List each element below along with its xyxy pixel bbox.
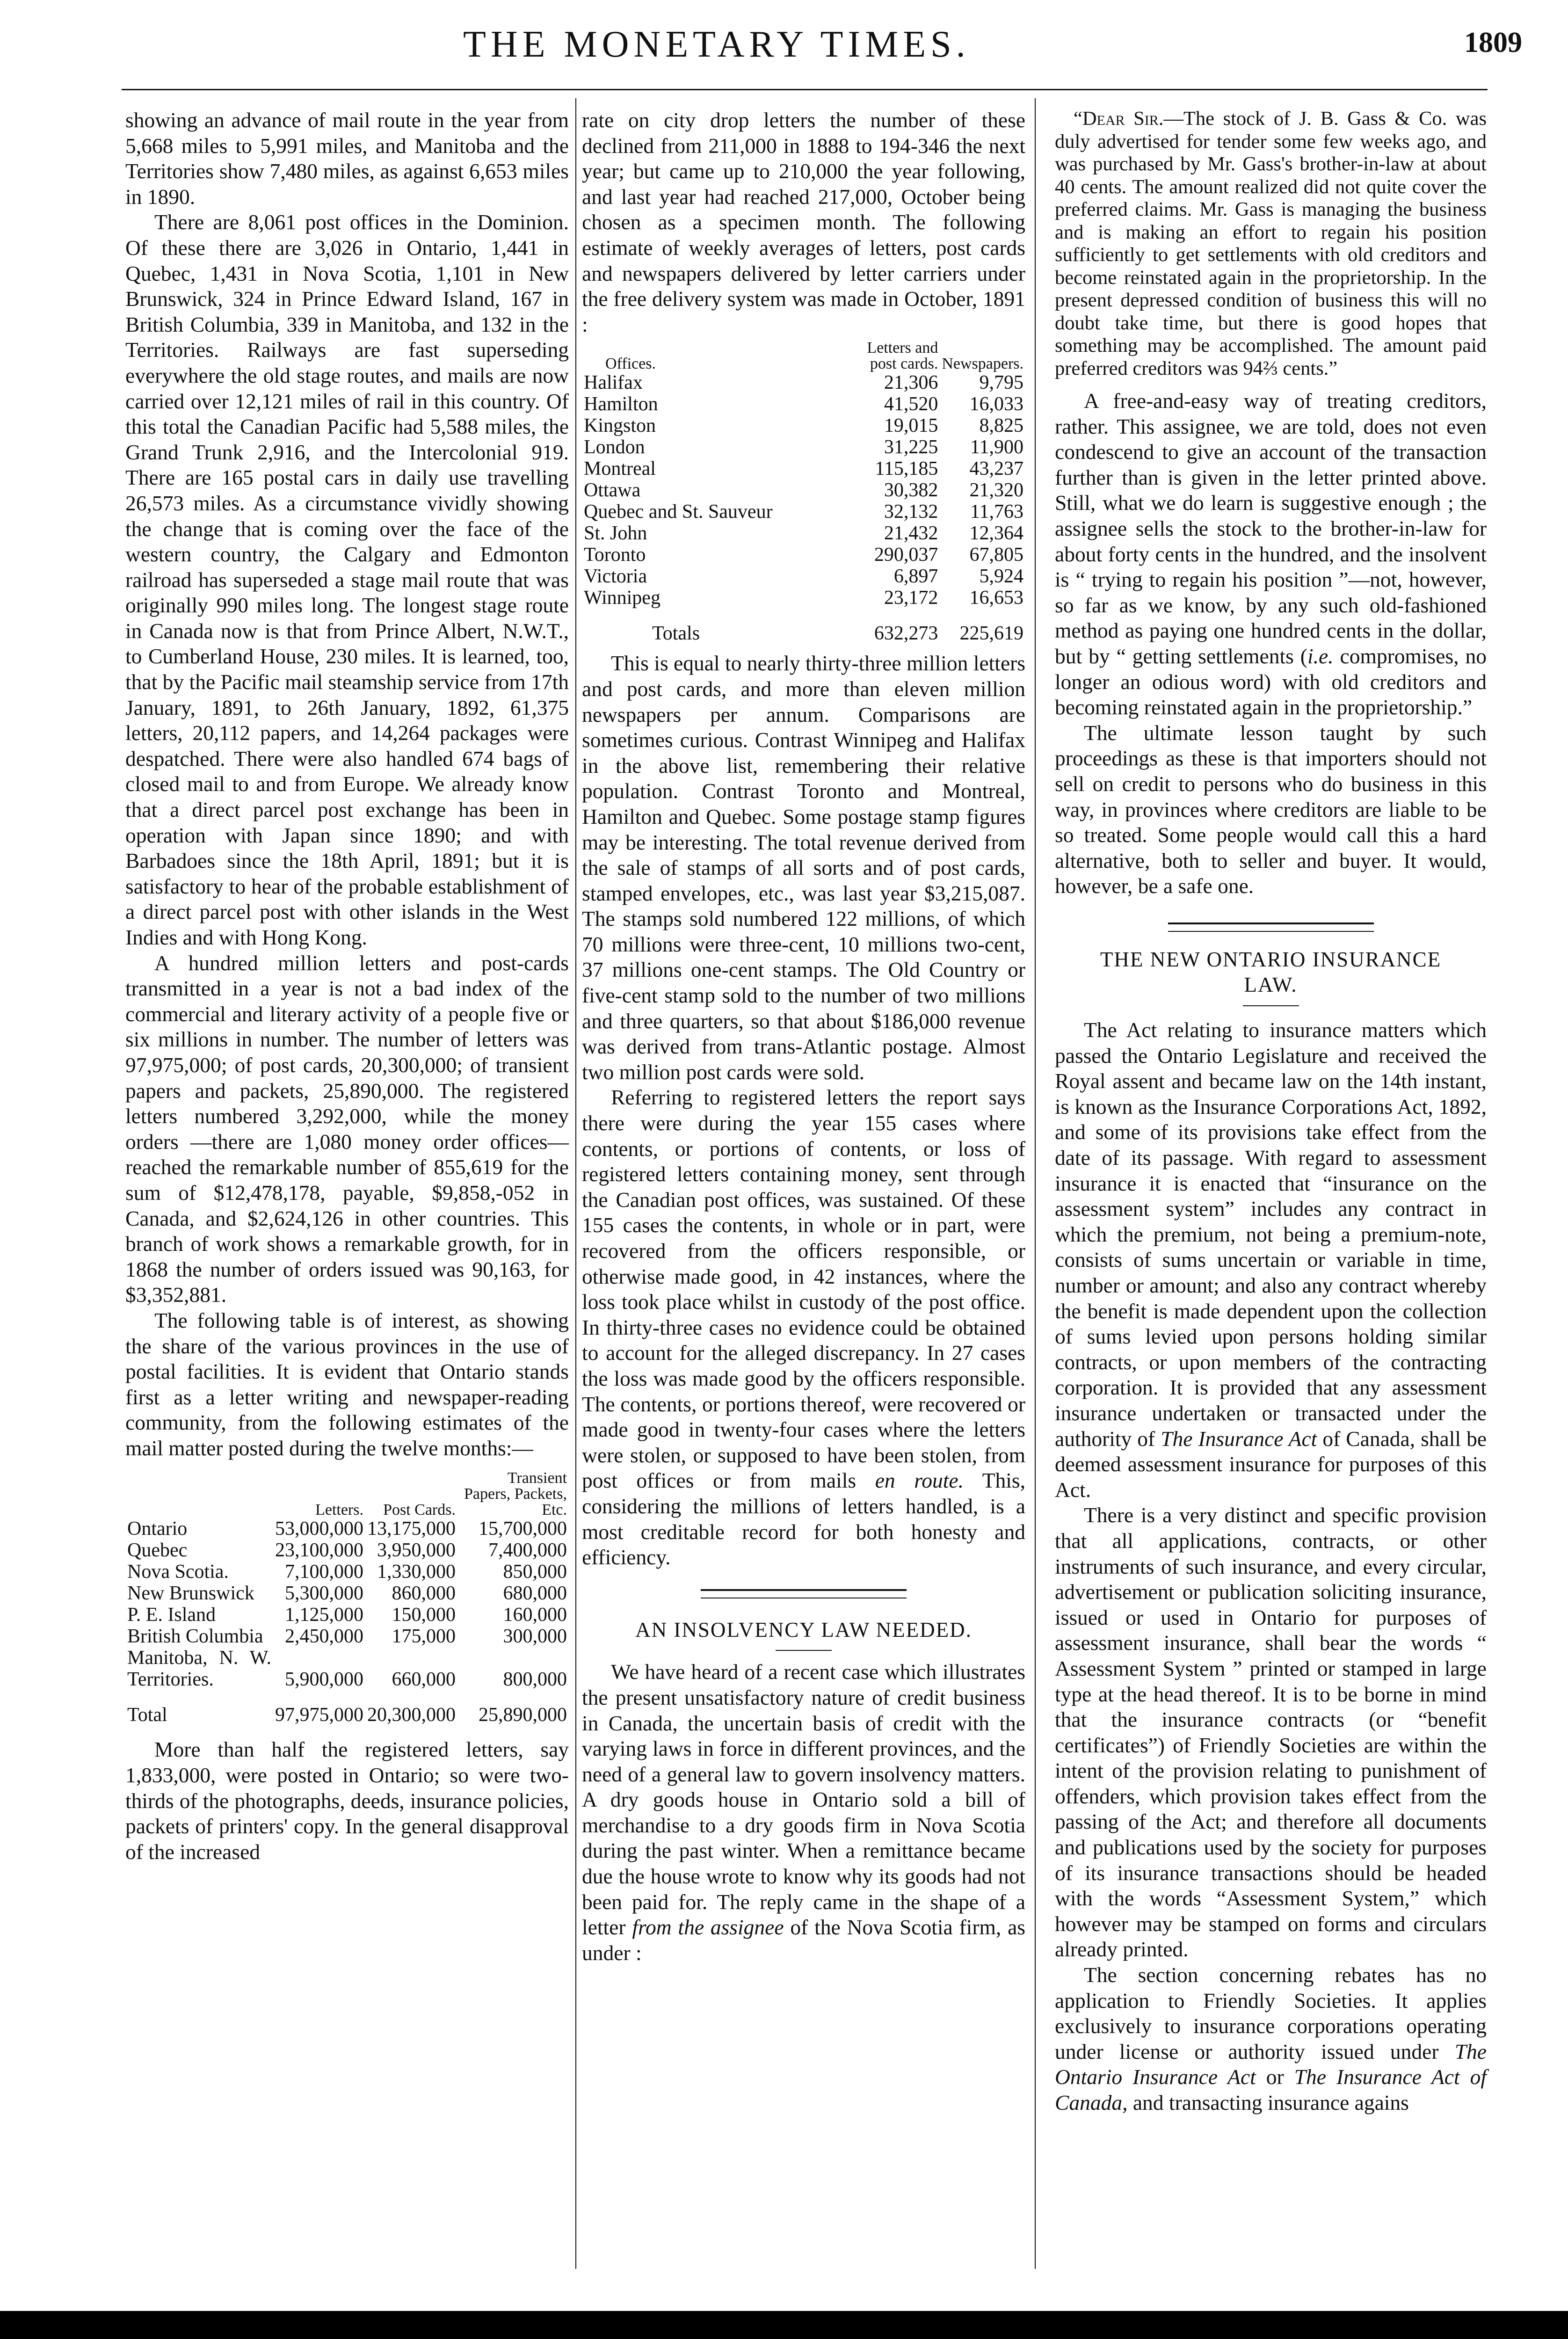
cell: 2,450,000 (285, 1626, 363, 1648)
row-label: Ottawa (584, 479, 641, 501)
row-label: St. John (584, 523, 647, 545)
cell: 5,300,000 (285, 1583, 363, 1605)
cell: 21,432 (884, 523, 938, 545)
cell: 150,000 (392, 1604, 456, 1626)
paragraph-text: or (1266, 2065, 1284, 2089)
paragraph: A hundred million letters and post-cards transmitted in a year is not a bad index of the commercial and literary activity of a people five or six millions in number. The number of letters was 97,975,000; of post cards, 20,300,000; of transient papers and packets, 25,890,000. The registered letters numbered 3,292,000, while the money orders —there are 1,080 money order offices— reached the remarkable number of 855,619 for the sum of $12,478,178, payable, $9,858,-052 in Canada, and $2,624,126 in other countries. This branch of work shows a remarkable growth, for in 1868 the number of orders issued was 90,163, for $3,352,881. (125, 951, 569, 1307)
italic-text: i.e. (1307, 644, 1334, 668)
cell: 11,763 (970, 501, 1024, 523)
bottom-border (0, 2311, 1568, 2339)
cell: 43,237 (969, 458, 1024, 480)
paragraph-text: and transacting insurance agains (1132, 2091, 1409, 2114)
cell: 12,364 (969, 523, 1024, 545)
cell: 20,300,000 (367, 1704, 456, 1726)
cell: 115,185 (875, 458, 938, 480)
cell: 23,100,000 (275, 1540, 363, 1562)
table-total-row (125, 1690, 569, 1726)
paragraph-text: The Act relating to insurance matters which passed the Ontario Legislature and received the Royal assent and became law on the 14th instant, is known as the Insurance Corporations Act, 1892, and some of its provisions take effect from the date of its passage. With regard to assessment insurance it is enacted that “insurance on the assessment system” includes any contract in which the premium, not being a premium-note, consists of sums uncertain or variable in time, number or amount; and also any contract whereby the benefit is made dependent upon the collection of sums levied upon persons holding similar contracts, or upon members of the contracting corporation. It is provided that any assessment insurance undertaken or transacted under the authority of (1055, 1018, 1487, 1451)
table-row (582, 523, 1025, 544)
cell: 175,000 (392, 1626, 456, 1648)
page-header (0, 19, 1568, 75)
cell: 30,382 (884, 479, 938, 501)
cell: 19,015 (884, 415, 938, 437)
row-label: Manitoba, N. W. Territories. (127, 1647, 271, 1691)
page-number: 1809 (1464, 27, 1522, 58)
column-header: Post Cards. (383, 1501, 456, 1519)
row-label: Victoria (584, 566, 647, 588)
cell: 290,037 (874, 544, 938, 566)
cell: 31,225 (884, 436, 938, 458)
row-label: Kingston (584, 415, 656, 437)
header-rule (122, 89, 1488, 90)
paragraph (582, 1659, 1025, 1966)
table-row (582, 372, 1025, 393)
table-row (125, 1626, 569, 1647)
table-row (125, 1647, 569, 1690)
cell: 660,000 (392, 1669, 456, 1691)
paragraph: showing an advance of mail route in the year from 5,668 miles to 5,991 miles, and Manitoba and the Territories show 7,480 miles, as against 6,653 miles in 1890. (125, 108, 569, 209)
cell: 23,172 (884, 587, 938, 609)
cell: 7,400,000 (488, 1540, 567, 1562)
cell: 97,975,000 (275, 1704, 363, 1726)
row-label: Quebec (127, 1540, 188, 1562)
cell: 21,320 (969, 479, 1024, 501)
cell: 632,273 (874, 623, 938, 645)
paragraph: There is a very distinct and specific provision that all applications, contracts, or other instruments of such insurance, and every circular, advertisement or publication soliciting insurance, issued or used in Ontario for purposes of assessment insurance, shall bear the words “ Assessment System ” printed or stamped in large type at the head thereof. It is to be borne in mind that the insurance contracts (or “benefit certificates”) of Friendly Societies are within the intent of the provision relating to punishment of offenders, which provision takes effect from the passing of the Act; and therefore all documents and publications used by the society for purposes of its insurance transactions should be headed with the words “Assessment System,” which however may be stamped on forms and circulars already printed. (1055, 1503, 1487, 1961)
table-row (582, 587, 1025, 609)
row-label: Montreal (584, 458, 656, 480)
italic-text: en route. (875, 1468, 964, 1493)
table-row (125, 1604, 569, 1626)
row-label: Totals (652, 623, 700, 645)
masthead: THE MONETARY TIMES. (463, 24, 970, 65)
row-label: Halifax (584, 372, 643, 394)
row-label: Hamilton (584, 393, 658, 415)
cell: 225,619 (959, 623, 1024, 645)
row-label: Winnipeg (584, 587, 661, 609)
paragraph-text: compromises, no longer an odious word) with old creditors and becoming reinstated again in the proprietorship.” (1055, 644, 1487, 719)
column-divider (1035, 98, 1036, 2269)
table-row (125, 1561, 569, 1583)
cell: 300,000 (503, 1626, 567, 1648)
table-row (582, 436, 1025, 458)
paragraph: This is equal to nearly thirty-three million letters and post cards, and more than eleven million newspapers per annum. Comparisons are sometimes curious. Contrast Winnipeg and Halifax in the above list, remembering their relative population. Contrast Toronto and Montreal, Hamilton and Quebec. Some postage stamp figures may be interesting. The total revenue derived from the sale of stamps of all sorts and of post cards, stamped envelopes, etc., was last year $3,215,087. The stamps sold numbered 122 millions, of which 70 millions were three-cent, 10 millions two-cent, 37 millions one-cent stamps. The Old Country or five-cent stamp sold to the number of two millions and three quarters, so that about $186,000 revenue was derived from trans-Atlantic postage. Almost two million post cards were sold. (582, 651, 1025, 1084)
paragraph-text: We have heard of a recent case which illustrates the present unsatisfactory nature of credit business in Canada, the uncertain basis of credit with the varying laws in force in different provinces, and the need of a general law to govern insolvency matters. A dry goods house in Ontario sold a bill of merchandise to a dry goods firm in Nova Scotia during the past winter. When a remittance became due the house wrote to know why its goods had not been paid for. The reply came in the shape of a letter (582, 1660, 1025, 1939)
paragraph (1055, 1017, 1487, 1503)
table-row (125, 1583, 569, 1604)
paragraph (1055, 388, 1487, 720)
paragraph-text: This, considering the millions of letters handled, is a most creditable record for both honesty and efficiency. (582, 1468, 1025, 1569)
table-row (582, 479, 1025, 501)
cell: 53,000,000 (275, 1518, 363, 1540)
column-header: Offices. (605, 355, 656, 373)
section-double-rule (1168, 923, 1374, 932)
table-row (582, 415, 1025, 436)
italic-text: The Ontario Insurance Act (1055, 2039, 1487, 2089)
cell: 15,700,000 (479, 1518, 567, 1540)
column-header: Newspapers. (942, 355, 1024, 373)
column-1 (125, 108, 569, 1865)
paragraph-text: of Canada, shall be deemed assessment insurance for purposes of this Act. (1055, 1426, 1487, 1502)
cell: 25,890,000 (479, 1704, 567, 1726)
table-total-row (582, 609, 1025, 644)
cell: 13,175,000 (367, 1518, 456, 1540)
table-header-row (125, 1470, 569, 1518)
row-label: Nova Scotia. (127, 1561, 229, 1583)
cell: 5,924 (979, 566, 1024, 588)
paragraph: rate on city drop letters the number of these declined from 211,000 in 1888 to 194-346 the next year; but came up to 210,000 the year following, and last year had reached 217,000, October being chosen as a specimen month. The following estimate of weekly averages of letters, post cards and newspapers delivered by letter carriers under the free delivery system was made in October, 1891 : (582, 108, 1025, 336)
paragraph: There are 8,061 post offices in the Dominion. Of these there are 3,026 in Ontario, 1,441 in Quebec, 1,431 in Nova Scotia, 1,101 in New Brunswick, 324 in Prince Edward Island, 167 in British Columbia, 339 in Manitoba, and 132 in the Territories. Railways are fast superseding everywhere the old stage routes, and mails are now carried over 12,121 miles of rail in this country. Of this total the Canadian Pacific had 5,588 miles, the Grand Trunk 2,916, and the Intercolonial 919. There are 165 postal cars in daily use travelling 26,573 miles. As a circumstance vividly showing the change that is coming over the face of the western country, the Calgary and Edmonton railroad has superseded a stage mail route that was originally 990 miles long. The longest stage route in Canada now is that from Prince Albert, N.W.T., to Cumberland House, 230 miles. It is learned, too, that by the Pacific mail steamship service from 17th January, 1891, to 26th January, 1892, 61,375 letters, 20,112 papers, and 14,264 packages were despatched. There were also handled 674 bags of closed mail to and from Europe. We already know that a direct parcel post exchange has been in operation with Japan since 1890; and with Barbadoes since the 18th April, 1891; but it is satisfactory to hear of the probable establishment of a direct parcel post with other islands in the West Indies and with Hong Kong. (125, 210, 569, 949)
column-divider (575, 98, 576, 2269)
table-row (125, 1540, 569, 1561)
table-row (582, 458, 1025, 479)
column-header: Letters and post cards. (867, 339, 938, 373)
cell: 7,100,000 (285, 1561, 363, 1583)
table-row (582, 501, 1025, 523)
italic-text: The Insurance Act (1161, 1426, 1317, 1451)
letter-salutation: “Dear Sir. (1074, 108, 1164, 130)
italic-text: from the assignee (632, 1915, 784, 1939)
row-label: Total (127, 1704, 167, 1726)
quoted-letter (1055, 108, 1487, 380)
cell: 1,125,000 (285, 1604, 363, 1626)
table-row (125, 1518, 569, 1540)
row-label: British Columbia (127, 1626, 263, 1648)
paragraph-text: of the Nova Scotia firm, as under : (582, 1915, 1025, 1965)
paragraph-text: —The stock of J. B. Gass & Co. was duly advertised for tender some few weeks ago, and was purchased by Mr. Gass's brother-in-law at about 40 cents. The amount realized did not quite cover the preferred claims. Mr. Gass is managing the business and is making an effort to regain his position sufficiently to get settlements with old creditors and become reinstated again in the proprietorship. In the present depressed condition of business this will no doubt take time, but there is good hopes that something may be accomplished. The amount paid preferred creditors was 94⅔ cents.” (1055, 108, 1487, 379)
cell: 860,000 (392, 1583, 456, 1605)
cell: 16,653 (969, 587, 1024, 609)
table-row (582, 544, 1025, 566)
cell: 16,033 (969, 393, 1024, 415)
column-header: Letters. (315, 1501, 363, 1519)
paragraph: The following table is of interest, as showing the share of the various provinces in the use of postal facilities. It is evident that Ontario stands first as a letter writing and newspaper-reading community, from the following estimates of the mail matter posted during the twelve months:— (125, 1308, 569, 1460)
paragraph: More than half the registered letters, say 1,833,000, were posted in Ontario; so were two-thirds of the photographs, deeds, insurance policies, packets of printers' copy. In the general disapproval of the increased (125, 1737, 569, 1864)
cell: 6,897 (893, 566, 938, 588)
cell: 850,000 (503, 1561, 567, 1583)
column-3 (1055, 108, 1487, 2116)
paragraph (1055, 1962, 1487, 2116)
cell: 3,950,000 (377, 1540, 456, 1562)
paragraph-text: The section concerning rebates has no application to Friendly Societies. It applies exclusively to insurance corporations operating under license or authority issued under (1055, 1963, 1487, 2063)
row-label: P. E. Island (127, 1604, 216, 1626)
cell: 67,805 (969, 544, 1024, 566)
cell: 8,825 (979, 415, 1024, 437)
provinces-mail-table (125, 1470, 569, 1726)
section-double-rule (701, 1589, 907, 1598)
table-row (582, 566, 1025, 587)
column-2 (582, 108, 1025, 1966)
row-label: Toronto (584, 544, 646, 566)
row-label: New Brunswick (127, 1583, 254, 1605)
cell: 41,520 (884, 393, 938, 415)
cell: 680,000 (503, 1583, 567, 1605)
column-header: Transient Papers, Packets, Etc. (464, 1469, 567, 1519)
cell: 32,132 (884, 501, 938, 523)
letter-carrier-table (582, 340, 1025, 644)
cell: 160,000 (503, 1604, 567, 1626)
paragraph (1055, 108, 1487, 380)
cell: 1,330,000 (377, 1561, 456, 1583)
paragraph-text: A free-and-easy way of treating creditors, rather. This assignee, we are told, does not even condescend to give an account of the transaction further than is given in the letter printed above. Still, what we do learn is suggestive enough ; the assignee sells the stock to the brother-in-law for about forty cents in the hundred, and the insolvent is “ trying to regain his position ”—not, however, so far as we know, by any such old-fashioned method as paying one hundred cents in the dollar, but by “ getting settlements ( (1055, 389, 1487, 668)
cell: 9,795 (979, 372, 1024, 394)
cell: 800,000 (503, 1669, 567, 1691)
italic-text: The Insurance Act of Canada, (1055, 2065, 1487, 2114)
table-row (582, 393, 1025, 415)
section-headline: THE NEW ONTARIO INSURANCE LAW. (1100, 947, 1442, 997)
paragraph: The ultimate lesson taught by such proceedings as these is that importers should not sell on credit to persons who do business in this way, in provinces where creditors are liable to be so treated. Some people would call this a hard alternative, both to seller and buyer. It would, however, be a safe one. (1055, 720, 1487, 898)
row-label: Ontario (127, 1518, 188, 1540)
row-label: Quebec and St. Sauveur (584, 501, 773, 523)
table-header-row (582, 340, 1025, 372)
paragraph (582, 1085, 1025, 1570)
cell: 21,306 (884, 372, 938, 394)
row-label: London (584, 436, 645, 458)
section-headline: AN INSOLVENCY LAW NEEDED. (635, 1618, 972, 1642)
cell: 11,900 (970, 436, 1024, 458)
cell: 5,900,000 (285, 1669, 363, 1691)
paragraph-text: Referring to registered letters the report says there were during the year 155 cases where contents, or portions of contents, or loss of registered letters containing money, sent through the Canadian post offices, was sustained. Of these 155 cases the contents, in whole or in part, were recovered from the officers responsible, or otherwise made good, in 42 instances, where the loss took place whilst in custody of the post office. In thirty-three cases no evidence could be obtained to account for the alleged discrepancy. In 27 cases the loss was made good by the officers responsible. The contents, or portions thereof, were recovered or made good in twenty-four cases where the letters were stolen, or supposed to have been stolen, from post offices or from mails (582, 1085, 1025, 1493)
